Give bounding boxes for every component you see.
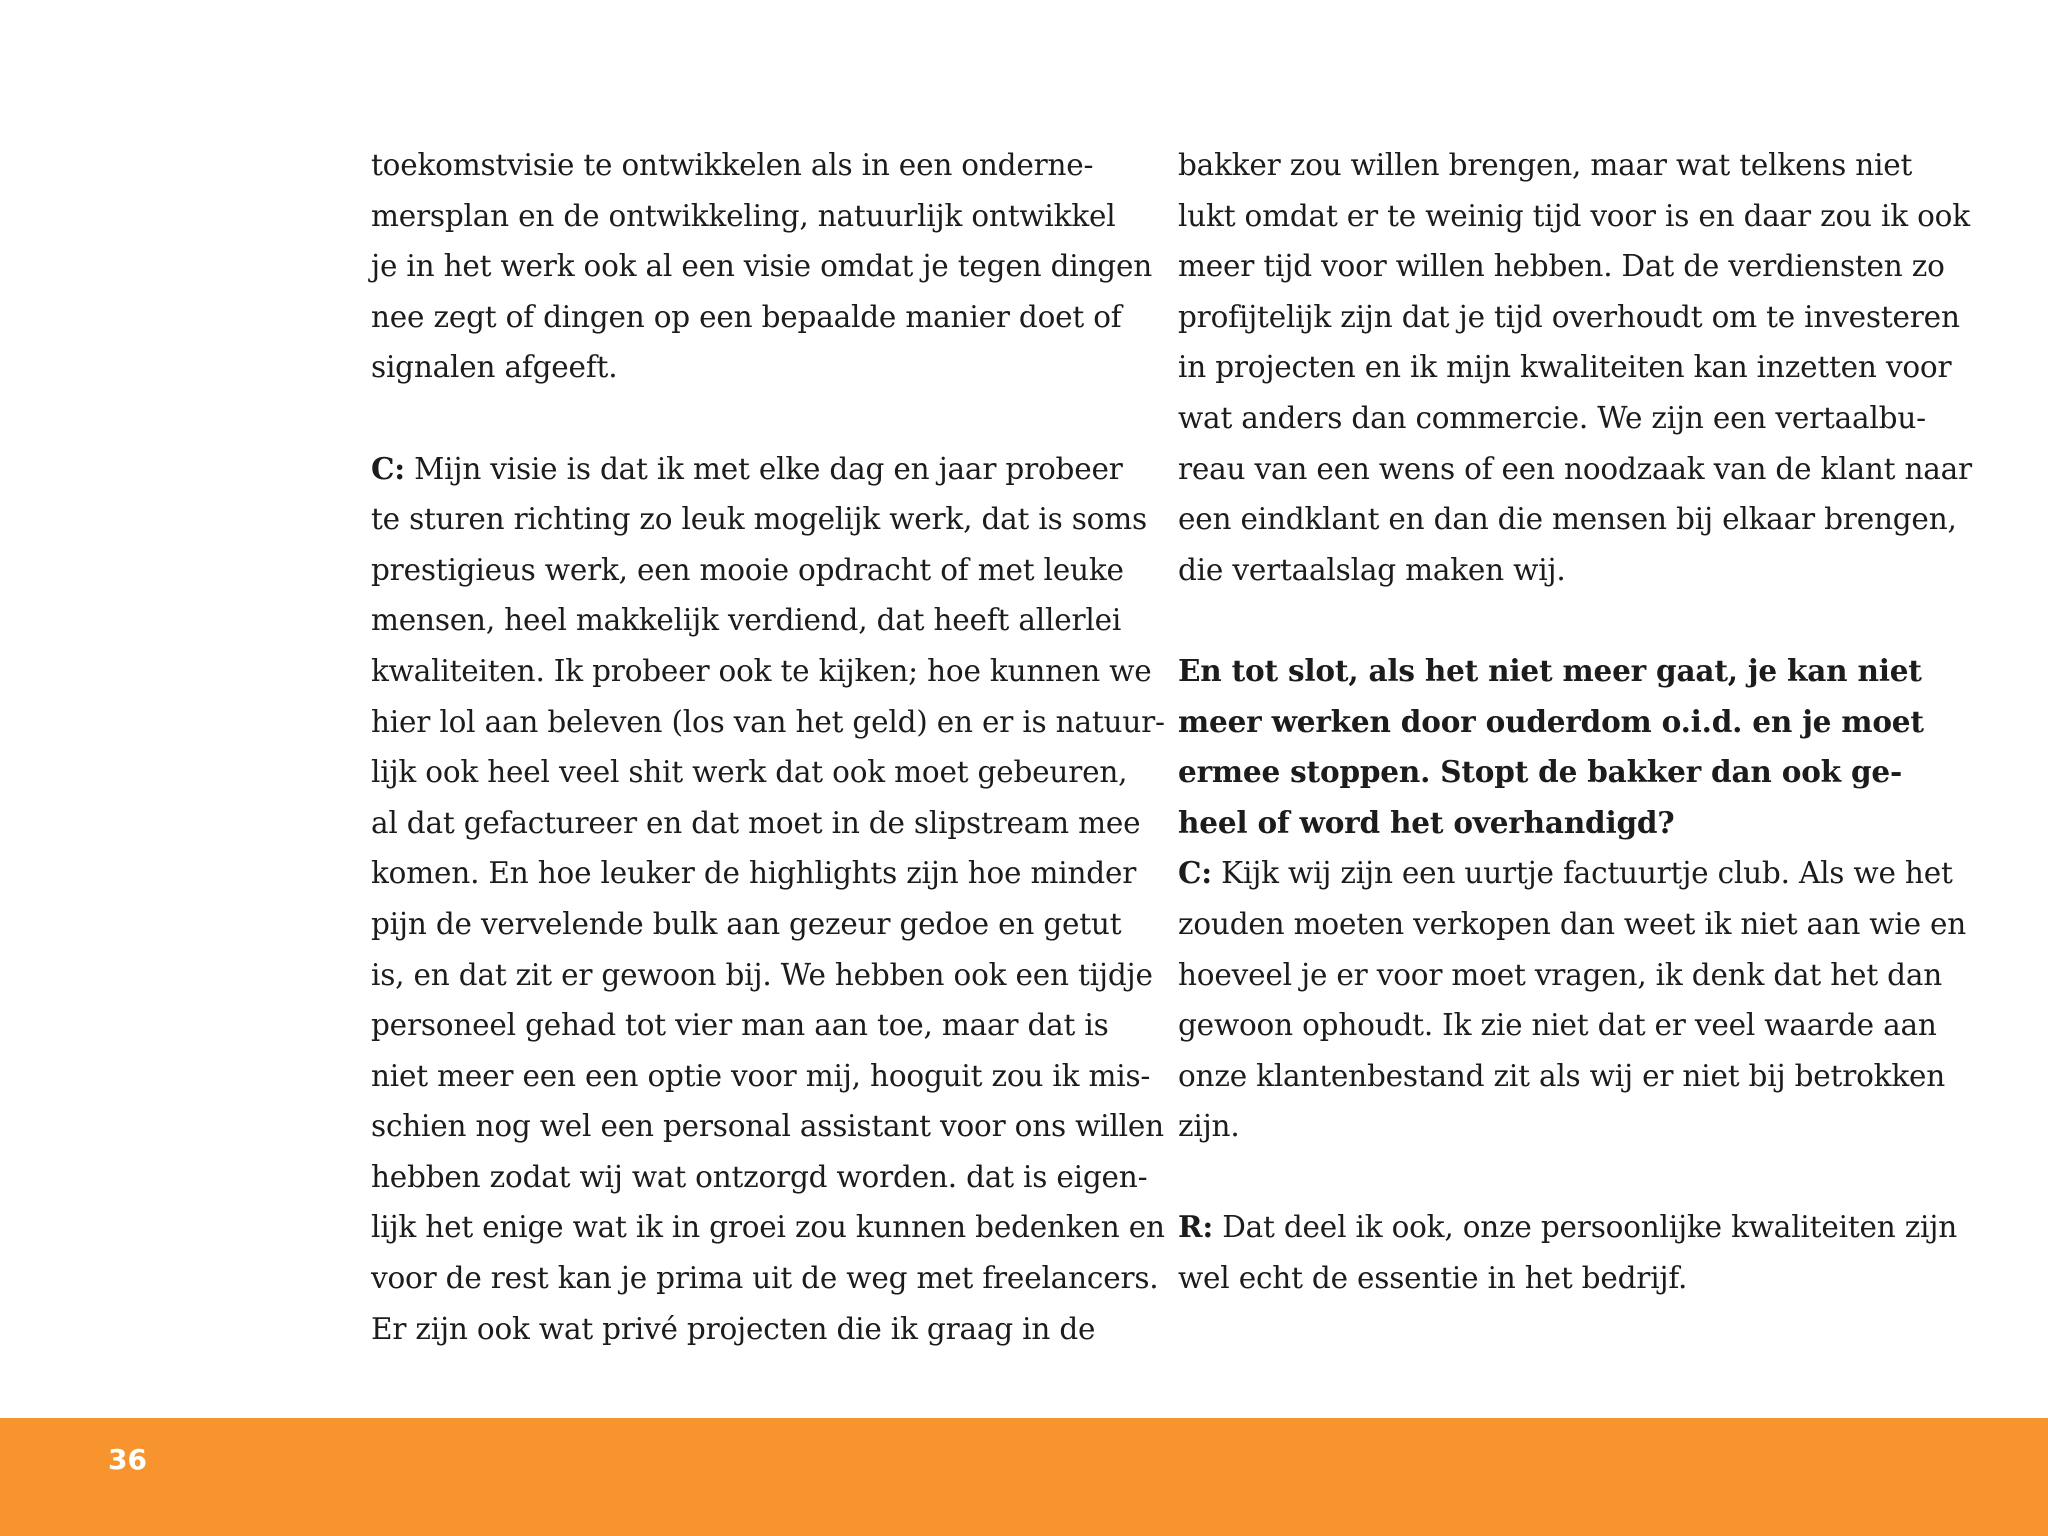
text-line: bakker zou willen brengen, maar wat telkens niet (1178, 148, 1913, 182)
text-line: een eindklant en dan die mensen bij elkaar brengen, (1178, 502, 1957, 537)
speaker-label: C: (1178, 855, 1212, 891)
page-number: 36 (108, 1443, 147, 1476)
text-line: mersplan en de ontwikkeling, natuurlijk ontwikkel (371, 198, 1116, 233)
text-line: hoeveel je er voor moet vragen, ik denk dat het dan (1178, 957, 1943, 992)
text-line: in projecten en ik mijn kwaliteiten kan inzetten voor (1178, 350, 1952, 385)
text-line: zijn. (1178, 1109, 1240, 1144)
text-line: signalen afgeeft. (371, 350, 618, 385)
paragraph-gap (1178, 595, 1998, 646)
text-line: onze klantenbestand zit als wij er niet bij betrokken (1178, 1058, 1946, 1093)
right-text-column (1178, 140, 1998, 1304)
text-line: meer tijd voor willen hebben. Dat de verdiensten zo (1178, 249, 1945, 284)
text-line: voor de rest kan je prima uit de weg met freelancers. (371, 1261, 1159, 1296)
text-line: lijk ook heel veel shit werk dat ook moet gebeuren, (371, 755, 1128, 790)
text-run: Mijn visie is dat ik met elke dag en jaar probeer (404, 451, 1123, 486)
text-line: die vertaalslag maken wij. (1178, 552, 1566, 587)
text-line (1178, 1202, 1998, 1253)
interview-question-line: meer werken door ouderdom o.i.d. en je moet (1178, 703, 1924, 739)
text-line: mensen, heel makkelijk verdiend, dat heeft allerlei (371, 603, 1122, 638)
text-line (1178, 848, 1998, 899)
text-line: zouden moeten verkopen dan weet ik niet aan wie en (1178, 906, 1967, 941)
paragraph-gap (1178, 1152, 1998, 1203)
text-line: reau van een wens of een noodzaak van de klant naar (1178, 451, 1972, 486)
footer-bar (0, 1418, 2048, 1536)
text-line: wat anders dan commercie. We zijn een vertaalbu- (1178, 400, 1926, 435)
text-line: lukt omdat er te weinig tijd voor is en daar zou ik ook (1178, 198, 1970, 233)
text-line (371, 444, 1151, 495)
text-line: toekomstvisie te ontwikkelen als in een onderne- (371, 148, 1094, 182)
interview-question-line: ermee stoppen. Stopt de bakker dan ook ge- (1178, 754, 1903, 790)
interview-question-line: En tot slot, als het niet meer gaat, je kan niet (1178, 652, 1922, 688)
text-run: Kijk wij zijn een uurtje factuurtje club. Als we het (1211, 856, 1953, 891)
text-line: lijk het enige wat ik in groei zou kunnen bedenken en (371, 1210, 1165, 1245)
text-line: hier lol aan beleven (los van het geld) en er is natuur- (371, 704, 1165, 739)
speaker-label: C: (371, 450, 405, 486)
text-line: schien nog wel een personal assistant voor ons willen (371, 1109, 1164, 1144)
text-line: wel echt de essentie in het bedrijf. (1178, 1261, 1688, 1296)
text-line: komen. En hoe leuker de highlights zijn hoe minder (371, 856, 1137, 891)
text-line: is, en dat zit er gewoon bij. We hebben ook een tijdje (371, 957, 1153, 992)
text-line: niet meer een een optie voor mij, hooguit zou ik mis- (371, 1058, 1151, 1093)
text-line: kwaliteiten. Ik probeer ook te kijken; hoe kunnen we (371, 653, 1152, 688)
text-run: Dat deel ik ook, onze persoonlijke kwaliteiten zijn (1213, 1210, 1958, 1245)
text-line: te sturen richting zo leuk mogelijk werk, dat is soms (371, 502, 1147, 537)
paragraph-gap (371, 393, 1151, 444)
text-line: personeel gehad tot vier man aan toe, maar dat is (371, 1008, 1109, 1043)
text-line: nee zegt of dingen op een bepaalde manier doet of (371, 299, 1122, 334)
left-text-column (371, 140, 1165, 1354)
text-line: gewoon ophoudt. Ik zie niet dat er veel waarde aan (1178, 1008, 1937, 1043)
text-line: je in het werk ook al een visie omdat je tegen dingen (371, 249, 1153, 284)
text-line: Er zijn ook wat privé projecten die ik graag in de (371, 1311, 1096, 1346)
interview-question-line: heel of word het overhandigd? (1178, 804, 1675, 840)
text-line: profijtelijk zijn dat je tijd overhoudt om te investeren (1178, 299, 1960, 334)
text-line: prestigieus werk, een mooie opdracht of met leuke (371, 552, 1124, 587)
text-line: pijn de vervelende bulk aan gezeur gedoe en getut (371, 906, 1122, 941)
text-line: al dat gefactureer en dat moet in de slipstream mee (371, 805, 1141, 840)
text-line: hebben zodat wij wat ontzorgd worden. dat is eigen- (371, 1159, 1148, 1194)
speaker-label: R: (1178, 1209, 1214, 1245)
